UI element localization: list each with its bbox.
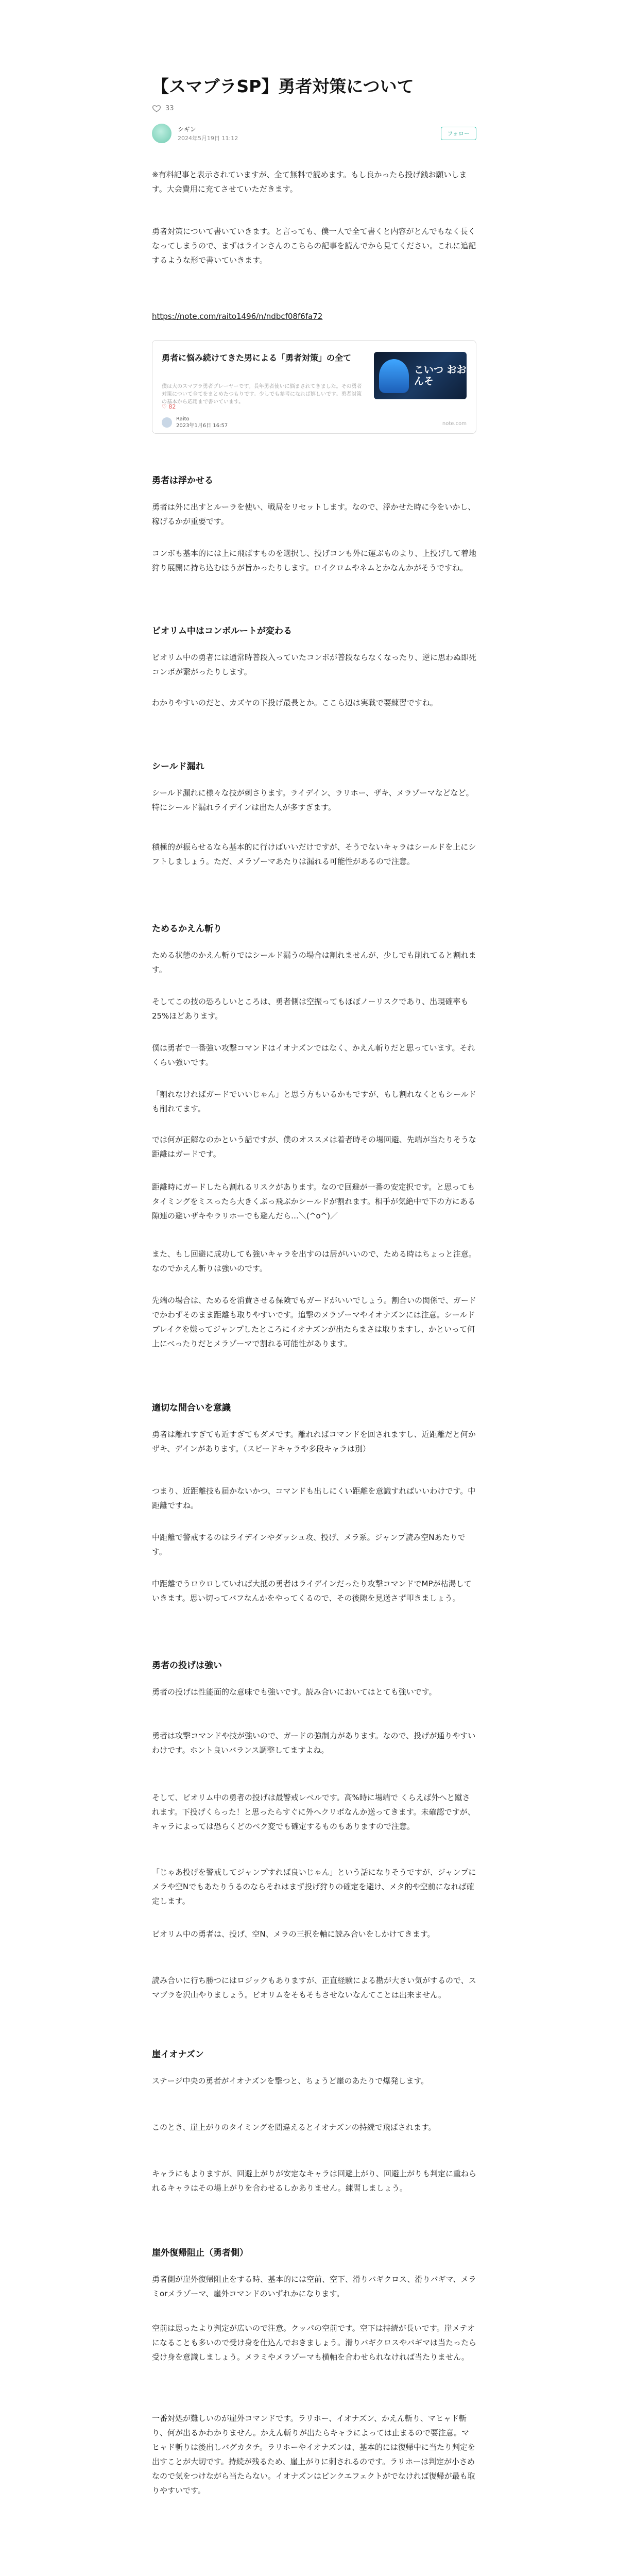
hero-character-illustration — [379, 359, 409, 393]
embed-title[interactable]: 勇者に悩み続けてきた男による「勇者対策」の全て — [162, 353, 352, 363]
section-paragraph: コンボも基本的には上に飛ばすものを選択し、投げコンも外に運ぶものより、上投げして着地狩り展開に持ち込むほうが旨かったりします。ロイクロムやネムとかなんかがそうですね。 — [152, 549, 477, 572]
section-paragraph: 「じゃあ投げを警戒してジャンプすれば良いじゃん」という話になりそうですが、ジャンプにメラや空Nでもあたりうるのならそれはまず投げ狩りの確定を避け、メタ的や空前になれば確定します。 — [152, 1868, 476, 1906]
avatar[interactable] — [152, 124, 171, 143]
section-paragraph: 一番対処が難しいのが崖外コマンドです。ラリホー、イオナズン、かえん斬り、マヒャド斬り、何が出るかわかりません。かえん斬りが出たらキャラによっては止まるので要注意。マヒャド斬りは後出しバグカタチ。ラリホーやイオナズンは、基本的には復帰中に当たり判定を出すことが大切です。持続が残るため、崖上がりに刺されるのです。ラリホーは判定が小さめなので気をつけながら当たらない。イオナズンはピンクエフェクトがでなければ復帰が最も取りやすいです。 — [152, 2414, 475, 2495]
section-paragraph: わかりやすいのだと、カズヤの下投げ最長とか。ここら辺は実戦で要練習ですね。 — [152, 698, 438, 707]
reference-link[interactable]: https://note.com/raito1496/n/ndbcf08f6fa72 — [152, 312, 323, 321]
embed-site: note.com — [442, 421, 467, 427]
intro-paragraph: ※有料記事と表示されていますが、全て無料で読めます。もし良かったら投げ銭お願いします。大会費用に充てさせていただきます。 — [152, 170, 467, 194]
embed-date: 2023年1月6日 16:57 — [176, 423, 228, 429]
section-paragraph: また、もし回避に成功しても強いキャラを出すのは居がいいので、ためる時はちょっと注意。なのでかえん斬りは強いのです。 — [152, 1249, 476, 1273]
thumbnail-caption: こいつ おおんそ — [414, 364, 467, 387]
section-paragraph: 先端の場合は、ためるを消費させる保険でもガードがいいでしょう。割合いの関係で、ガードでかわずそのまま距離も取りやすいです。追撃のメラゾーマやイオナズンには注意。シールドブレイクを嫌ってジャンプしたところにイオナズンが出たらまさは取りますし、かといって何上にべったりだとメラゾーマで割れる可能性があります。 — [152, 1296, 476, 1348]
embed-thumbnail[interactable] — [374, 352, 467, 399]
section-paragraph: 僕は勇者で一番強い攻撃コマンドはイオナズンではなく、かえん斬りだと思っています。それくらい強いです。 — [152, 1043, 475, 1067]
section-paragraph: 「割れなければガードでいいじゃん」と思う方もいるかもですが、もし割れなくともシールドも削れてます。 — [152, 1090, 476, 1113]
section-paragraph: キャラにもよりますが、回避上がりが安定なキャラは回避上がり、回避上がりも判定に重ねられるキャラはその場上がりを合わせるしかありません。練習しましょう。 — [152, 2169, 477, 2193]
section-heading: 崖イオナズン — [152, 2049, 204, 2060]
section-paragraph: 勇者の投げは性能面的な意味でも強いです。読み合いにおいてはとても強いです。 — [152, 1687, 437, 1697]
like-count: 33 — [165, 104, 174, 112]
section-paragraph: 中距離で警戒するのはライデインやダッシュ攻、投げ、メラ系。ジャンプ読み空Nあたりです。 — [152, 1533, 466, 1556]
section-paragraph: ビオリム中の勇者には通常時普段入っていたコンボが普段ならなくなったり、逆に思わぬ即死コンボが繋がったりします。 — [152, 653, 477, 676]
section-paragraph: ビオリム中の勇者は、投げ、空N、メラの三択を軸に読み合いをしかけてきます。 — [152, 1929, 435, 1939]
section-heading: 勇者の投げは強い — [152, 1660, 222, 1671]
section-paragraph: つまり、近距離技も届かないかつ、コマンドも出しにくい距離を意識すればいいわけです。中距離ですね。 — [152, 1486, 476, 1510]
embed-author — [162, 416, 228, 429]
section-paragraph: 勇者は離れすぎても近すぎてもダメです。離れればコマンドを回されますし、近距離だと何かザキ、デインがあります。（スピードキャラや多段キャラは別） — [152, 1430, 476, 1453]
section-heading: 崖外復帰阻止（勇者側） — [152, 2248, 248, 2258]
embed-description: 僕は大のスマブラ勇者プレーヤーです。長年勇者使いに悩まされてきました。その勇者対策について全てをまとめたつもりです。少しでも参考になれば嬉しいです。勇者対策の基本から応用まで書いています。 — [162, 384, 362, 405]
section-paragraph: 中距離でうロウロしていれば大抵の勇者はライデインだったり攻撃コマンドでMPが枯渇していきます。思い切ってバフなんかをやってくるので、その後隙を見送さず叩きましょう。 — [152, 1579, 472, 1603]
like-counter[interactable] — [152, 104, 174, 113]
follow-button[interactable]: フォロー — [441, 127, 476, 140]
section-paragraph: ステージ中央の勇者がイオナズンを撃つと、ちょうど崖のあたりで爆発します。 — [152, 2076, 429, 2086]
intro-paragraph: 勇者対策について書いていきます。と言っても、僕一人で全て書くと内容がとんでもなく長くなってしまうので、まずはラインさんのこちらの記事を読んでから見てください。これに追記するような形で書いていきます。 — [152, 227, 476, 265]
embed-author-avatar — [162, 417, 172, 428]
embed-like-count: ♡ 82 — [162, 403, 176, 410]
section-heading: 勇者は浮かせる — [152, 476, 213, 486]
section-paragraph: 勇者は外に出すとルーラを使い、戦局をリセットします。なので、浮かせた時に今をいかし、稼げるかが重要です。 — [152, 502, 476, 526]
section-heading: シールド漏れ — [152, 761, 204, 772]
author-name[interactable]: シギン — [178, 126, 196, 133]
section-heading: ためるかえん斬り — [152, 924, 222, 934]
section-paragraph: ためる状態のかえん斬りではシールド漏うの場合は割れませんが、少しでも削れてると割れます。 — [152, 951, 476, 974]
section-paragraph: 距離時にガードしたら割れるリスクがあります。なので回避が一番の安定択です。と思ってもタイミングをミスったら大きくぶっ飛ぶかシールドが割れます。相手が気絶中で下の方にある隙連の避いザキやラリホーでも避んだら…＼(^o^)／ — [152, 1182, 476, 1221]
section-paragraph: このとき、崖上がりのタイミングを間違えるとイオナズンの持続で飛ばされます。 — [152, 2123, 436, 2132]
embed-author-name: Raito — [176, 416, 190, 422]
section-paragraph: 勇者は攻撃コマンドや技が強いので、ガードの強制力があります。なので、投げが通りやすいわけです。ホント良いバランス調整してますよね。 — [152, 1731, 476, 1755]
article-title: 【スマブラSP】勇者対策について — [152, 76, 414, 96]
section-heading: ビオリム中はコンボルートが変わる — [152, 626, 292, 636]
section-heading: 適切な間合いを意識 — [152, 1403, 231, 1413]
section-paragraph: では何が正解なのかという話ですが、僕のオススメは着者時その場回避、先端が当たりそうな距離はガードです。 — [152, 1135, 476, 1159]
section-paragraph: 読み合いに行ち勝つにはロジックもありますが、正直経験による勘が大きい気がするので、スマブラを沢山やりましょう。ビオリムをそもそもさせないなんてことは出来ません。 — [152, 1976, 476, 1999]
section-paragraph: そして、ビオリム中の勇者の投げは最警戒レベルです。高%時に場端で くらえば外へと蹴されます。下投げくらった！と思ったらすぐに外へクリボなんか送ってきます。未確認ですが、キャラによっては恐らくどのベク変でも確定するものもありますので注意。 — [152, 1793, 475, 1831]
author-row — [152, 124, 476, 143]
section-paragraph: そしてこの技の恐ろしいところは、勇者側は空振ってもほぼノーリスクであり、出現確率も25%ほどあります。 — [152, 997, 469, 1021]
post-date: 2024年5月19日 11:12 — [178, 135, 238, 142]
heart-icon[interactable] — [152, 104, 161, 113]
section-paragraph: 積極的が振らせるなら基本的に行けばいいだけですが、そうでないキャラはシールドを上にシフトしましょう。ただ、メラゾーマあたりは漏れる可能性があるので注意。 — [152, 842, 476, 866]
embed-card[interactable] — [152, 340, 476, 434]
section-paragraph: シールド漏れに様々な技が刺さります。ライデイン、ラリホー、ザキ、メラゾーマなどなど。特にシールド漏れライデインは出た人が多すぎます。 — [152, 788, 474, 812]
section-paragraph: 空前は思ったより判定が広いので注意。クッパの空前です。空下は持続が長いです。崖メテオになることも多いので受け身を仕込んでおきましょう。滑りバギクロスやバギマは当たったら受け身を意識しましょう。メラミやメラゾーマも横軸を合わせられなければ当たりません。 — [152, 2324, 477, 2362]
section-paragraph: 勇者側が崖外復帰阻止をする時、基本的には空前、空下、滑りバギクロス、滑りバギマ、メラミorメラゾーマ、崖外コマンドのいずれかになります。 — [152, 2275, 476, 2298]
